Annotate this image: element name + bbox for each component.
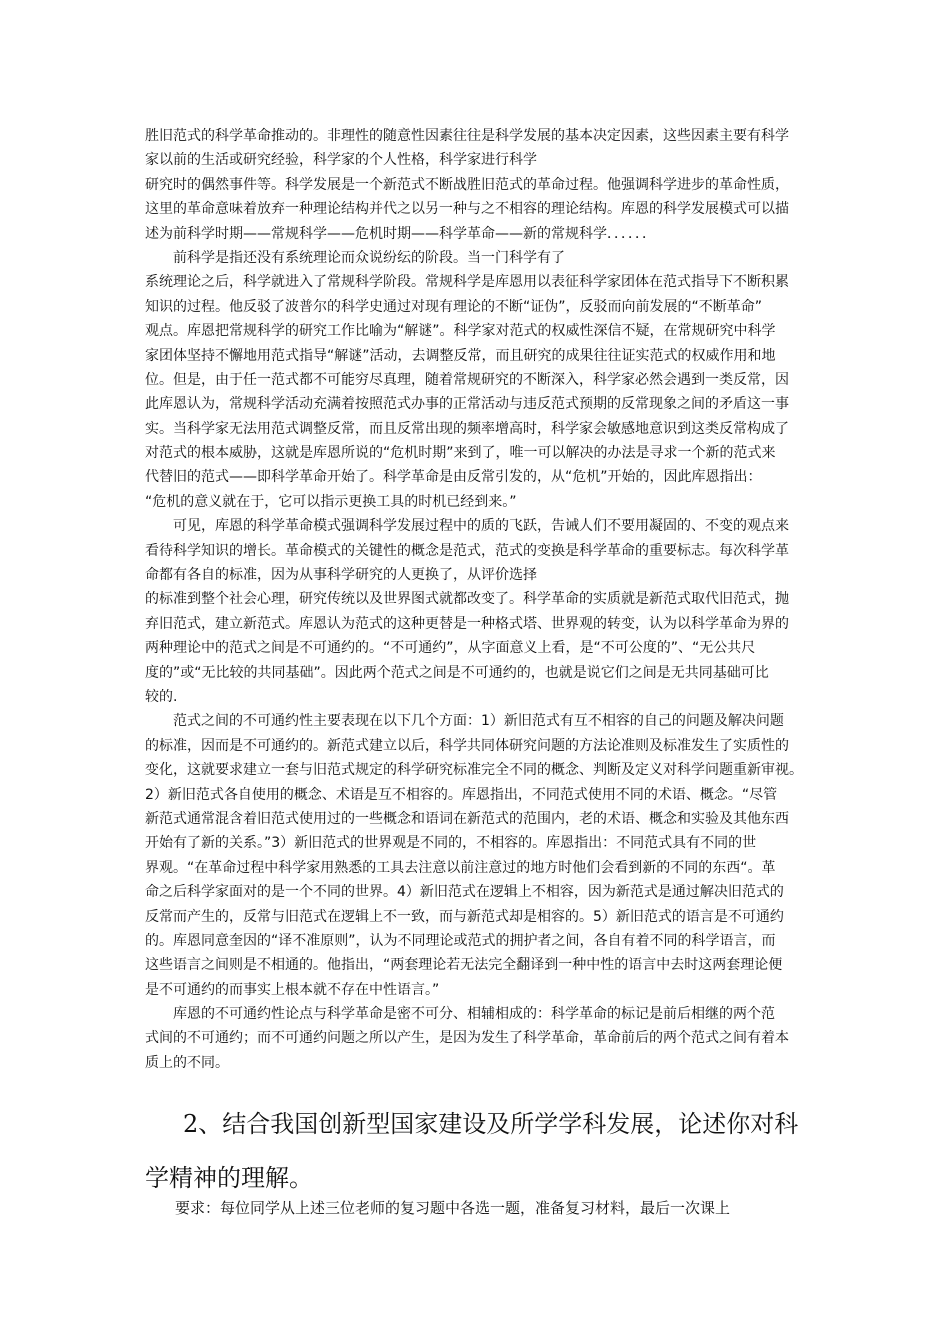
- body-text: [145, 124, 810, 1075]
- text-line: 此库恩认为，常规科学活动充满着按照范式办事的正常活动与违反范式预期的反常现象之间的矛盾这一事: [145, 396, 789, 413]
- text-line: 开始有了新的关系。”3）新旧范式的世界观是不同的，不相容的。库恩指出：不同范式具有不同的世: [145, 835, 757, 852]
- text-line: 对范式的根本威胁，这就是库恩所说的“危机时期”来到了，唯一可以解决的办法是寻求一个新的范式来: [145, 445, 776, 462]
- text-line: 命之后科学家面对的是一个不同的世界。4）新旧范式在逻辑上不相容，因为新范式是通过解决旧范式的: [145, 884, 784, 901]
- text-line: 研究时的偶然事件等。科学发展是一个新范式不断战胜旧范式的革命过程。他强调科学进步的革命性质，: [145, 176, 789, 193]
- text-line: 述为前科学时期——常规科学——危机时期——科学革命——新的常规科学．．．．．．: [145, 225, 656, 242]
- question-heading: [145, 1100, 815, 1202]
- text-line: 这些语言之间则是不相通的。他指出，“两套理论若无法完全翻译到一种中性的语言中去时这两套理论便: [145, 957, 783, 974]
- text-line: 度的”或“无比较的共同基础”。因此两个范式之间是不可通约的，也就是说它们之间是无共同基础可比: [145, 664, 769, 681]
- text-line: 看待科学知识的增长。革命模式的关键性的概念是范式，范式的变换是科学革命的重要标志。每次科学革: [145, 542, 789, 559]
- text-line: 库恩的不可通约性论点与科学革命是密不可分、相辅相成的：科学革命的标记是前后相继的两个范: [173, 1006, 775, 1023]
- text-line: 范式之间的不可通约性主要表现在以下几个方面：1）新旧范式有互不相容的自己的问题及解决问题: [173, 713, 784, 730]
- text-line: 位。但是，由于任一范式都不可能穷尽真理，随着常规研究的不断深入，科学家必然会遇到一类反常，因: [145, 371, 789, 388]
- text-line: 前科学是指还没有系统理论而众说纷纭的阶段。当一门科学有了: [173, 249, 565, 266]
- text-line: 的标准，因而是不可通约的。新范式建立以后，科学共同体研究问题的方法论准则及标准发生了实质性的: [145, 737, 789, 754]
- text-line: 弃旧范式，建立新范式。库恩认为范式的这种更替是一种格式塔、世界观的转变，认为以科学革命为界的: [145, 615, 789, 632]
- text-line: 的。库恩同意奎因的“译不准原则”，认为不同理论或范式的拥护者之间，各自有着不同的科学语言，而: [145, 932, 776, 949]
- text-line: 家团体坚持不懈地用范式指导“解谜”活动，去调整反常，而且研究的成果往往证实范式的权威作用和地: [145, 347, 776, 364]
- text-line: 系统理论之后，科学就进入了常规科学阶段。常规科学是库恩用以表征科学家团体在范式指导下不断积累: [145, 274, 789, 291]
- text-line: 胜旧范式的科学革命推动的。非理性的随意性因素往往是科学发展的基本决定因素，这些因素主要有科学: [145, 128, 789, 144]
- heading-line-1: 2、结合我国创新型国家建设及所学学科发展，论述你对科: [183, 1110, 799, 1138]
- text-line: 知识的过程。他反驳了波普尔的科学史通过对现有理论的不断“证伪”，反驳而向前发展的“不断革命”: [145, 298, 763, 315]
- text-line: 反常而产生的，反常与旧范式在逻辑上不一致，而与新范式却是相容的。5）新旧范式的语言是不可通约: [145, 908, 784, 925]
- text-line: 的标准到整个社会心理，研究传统以及世界图式就都改变了。科学革命的实质就是新范式取代旧范式，抛: [145, 591, 789, 608]
- text-line: 家以前的生活或研究经验，科学家的个人性格，科学家进行科学: [145, 152, 537, 169]
- text-line: 两种理论中的范式之间是不可通约的。“不可通约”，从字面意义上看，是“不可公度的”、“无公共尺: [145, 640, 756, 657]
- heading-line-2: 学精神的理解。: [145, 1164, 313, 1192]
- text-line: 观点。库恩把常规科学的研究工作比喻为“解谜”。科学家对范式的权威性深信不疑，在常规研究中科学: [145, 323, 776, 340]
- text-line: 2）新旧范式各自使用的概念、术语是互不相容的。库恩指出，不同范式使用不同的术语、概念。“尽管: [145, 786, 778, 803]
- text-line: 式间的不可通约；而不可通约问题之所以产生，是因为发生了科学革命，革命前后的两个范式之间有着本: [145, 1030, 789, 1047]
- text-line: 新范式通常混含着旧范式使用过的一些概念和语词在新范式的范围内，老的术语、概念和实验及其他东西: [145, 810, 789, 827]
- text-line: 可见，库恩的科学革命模式强调科学发展过程中的质的飞跃，告诫人们不要用凝固的、不变的观点来: [173, 518, 789, 535]
- text-line: 代替旧的范式——即科学革命开始了。科学革命是由反常引发的，从“危机”开始的，因此库恩指出：: [145, 469, 762, 486]
- text-line: 变化，这就要求建立一套与旧范式规定的科学研究标准完全不同的概念、判断及定义对科学问题重新审视。: [145, 762, 803, 779]
- text-line: 是不可通约的而事实上根本就不存在中性语言。”: [145, 981, 440, 998]
- text-line: 界观。“在革命过程中科学家用熟悉的工具去注意以前注意过的地方时他们会看到新的不同的东西“。革: [145, 859, 776, 876]
- text-line: “危机的意义就在于，它可以指示更换工具的时机已经到来。”: [145, 493, 517, 510]
- text-line: 较的.: [145, 688, 178, 705]
- text-line: 实。当科学家无法用范式调整反常，而且反常出现的频率增高时，科学家会敏感地意识到这类反常构成了: [145, 420, 789, 437]
- text-line: 这里的革命意味着放弃一种理论结构并代之以另一种与之不相容的理论结构。库恩的科学发展模式可以描: [145, 201, 789, 218]
- text-line: 命都有各自的标准，因为从事科学研究的人更换了，从评价选择: [145, 567, 537, 584]
- text-line: 质上的不同。: [145, 1054, 229, 1071]
- requirement-text: 要求：每位同学从上述三位老师的复习题中各选一题，准备复习材料，最后一次课上: [175, 1199, 731, 1217]
